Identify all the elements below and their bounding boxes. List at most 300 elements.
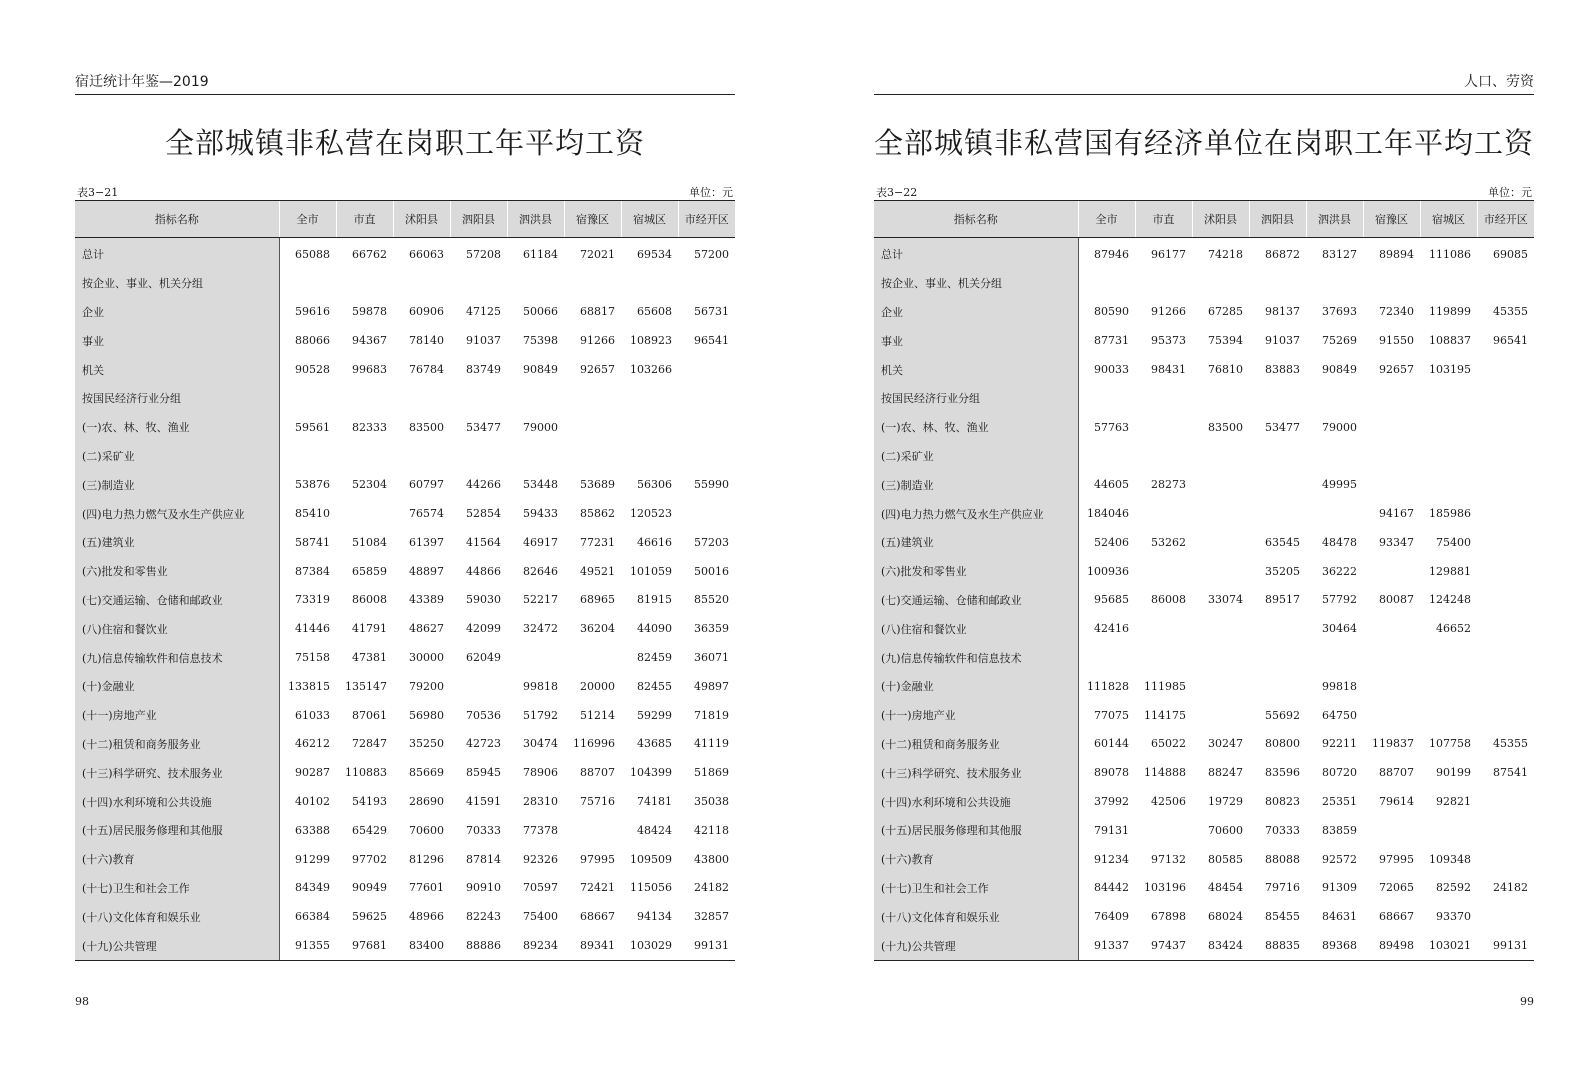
- column-header-region: 宿城区: [1420, 201, 1477, 238]
- table-row: [874, 902, 1534, 931]
- wage-value-cell: 66063: [409, 247, 444, 261]
- wage-value-cell: 57208: [466, 247, 501, 261]
- wage-value-cell: 67898: [1151, 910, 1186, 924]
- wage-value-cell: [1477, 672, 1534, 701]
- wage-value-cell: 62049: [466, 651, 501, 665]
- wage-value-cell: 68965: [580, 593, 615, 607]
- wage-value-cell: [1078, 384, 1135, 413]
- wage-value-cell: 99818: [523, 679, 558, 693]
- wage-value-cell: 85520: [694, 593, 729, 607]
- wage-value-cell: 104399: [630, 766, 672, 780]
- wage-value-cell: [564, 643, 621, 672]
- wage-value-cell: 83596: [1265, 766, 1300, 780]
- wage-value-cell: 55990: [694, 478, 729, 492]
- wage-value-cell: [1249, 384, 1306, 413]
- wage-value-cell: 88707: [580, 766, 615, 780]
- column-header-region: 沭阳县: [1192, 201, 1249, 238]
- wage-value-cell: 101059: [630, 564, 672, 578]
- wage-value-cell: 75158: [295, 651, 330, 665]
- wage-value-cell: 83859: [1322, 823, 1357, 837]
- table-row: [75, 845, 735, 874]
- column-header-region: 全市: [1078, 201, 1135, 238]
- wage-value-cell: [1192, 701, 1249, 730]
- wage-value-cell: 185986: [1429, 507, 1471, 521]
- wage-value-cell: 70333: [1265, 823, 1300, 837]
- wage-value-cell: 70333: [466, 823, 501, 837]
- table-row: [874, 586, 1534, 615]
- wage-value-cell: [279, 384, 336, 413]
- wage-value-cell: 100936: [1087, 564, 1129, 578]
- table-header-row: [874, 201, 1534, 238]
- row-label: 总计: [874, 238, 1078, 269]
- wage-value-cell: 46616: [637, 535, 672, 549]
- column-header-region: 宿豫区: [564, 201, 621, 238]
- left-page: [75, 0, 735, 1077]
- page-number: 99: [1520, 995, 1534, 1008]
- wage-value-cell: 32857: [694, 910, 729, 924]
- wage-value-cell: 85669: [409, 766, 444, 780]
- wage-value-cell: [1135, 499, 1192, 528]
- row-label: (五)建筑业: [75, 528, 279, 557]
- wage-value-cell: 83127: [1322, 247, 1357, 261]
- wage-value-cell: 66384: [295, 910, 330, 924]
- wage-value-cell: [1192, 643, 1249, 672]
- wage-value-cell: [1363, 384, 1420, 413]
- wage-value-cell: 63545: [1265, 535, 1300, 549]
- wage-value-cell: 75400: [523, 910, 558, 924]
- wage-value-cell: 96177: [1151, 247, 1186, 261]
- wage-value-cell: 50066: [523, 305, 558, 319]
- wage-value-cell: [1477, 442, 1534, 471]
- wage-value-cell: [1477, 269, 1534, 298]
- wage-value-cell: [1306, 442, 1363, 471]
- wage-value-cell: [1363, 672, 1420, 701]
- wage-value-cell: 87731: [1094, 334, 1129, 348]
- wage-value-cell: 36204: [580, 622, 615, 636]
- wage-value-cell: 79000: [1322, 420, 1357, 434]
- wage-value-cell: [393, 384, 450, 413]
- wage-value-cell: 91266: [1151, 305, 1186, 319]
- table-row: [874, 355, 1534, 384]
- wage-value-cell: 65088: [295, 247, 330, 261]
- table-row: [75, 643, 735, 672]
- wage-value-cell: 51869: [694, 766, 729, 780]
- wage-value-cell: 76810: [1208, 363, 1243, 377]
- wage-value-cell: [1192, 384, 1249, 413]
- wage-value-cell: 89498: [1363, 931, 1420, 960]
- wage-value-cell: [1420, 413, 1477, 442]
- wage-value-cell: 72065: [1379, 881, 1414, 895]
- wage-value-cell: 77601: [409, 881, 444, 895]
- column-header-region: 市经开区: [1477, 201, 1534, 238]
- column-header-region: 泗洪县: [1306, 201, 1363, 238]
- wage-value-cell: [1192, 672, 1249, 701]
- table-row: [874, 238, 1534, 269]
- wage-value-cell: 90849: [1322, 363, 1357, 377]
- wage-value-cell: 111086: [1429, 247, 1471, 261]
- wage-value-cell: 35038: [694, 795, 729, 809]
- wage-value-cell: 94367: [352, 334, 387, 348]
- row-label: (十三)科学研究、技术服务业: [75, 758, 279, 787]
- table-row: [75, 238, 735, 269]
- wage-value-cell: 89368: [1306, 931, 1363, 960]
- wage-value-cell: 90033: [1094, 363, 1129, 377]
- column-header-region: 市直: [1135, 201, 1192, 238]
- table-row: [75, 470, 735, 499]
- wage-value-cell: [1135, 269, 1192, 298]
- wage-value-cell: 119837: [1372, 737, 1414, 751]
- table-row: [874, 816, 1534, 845]
- wage-value-cell: [507, 442, 564, 471]
- row-label: (十六)教育: [874, 845, 1078, 874]
- wage-value-cell: 74218: [1208, 247, 1243, 261]
- wage-value-cell: 35250: [409, 737, 444, 751]
- wage-value-cell: 55692: [1265, 708, 1300, 722]
- wage-value-cell: 63388: [295, 823, 330, 837]
- wage-value-cell: [1249, 643, 1306, 672]
- wage-value-cell: [1192, 499, 1249, 528]
- wage-value-cell: 119899: [1429, 305, 1471, 319]
- wage-value-cell: 53262: [1151, 535, 1186, 549]
- row-label: (九)信息传输软件和信息技术: [75, 643, 279, 672]
- wage-value-cell: 90199: [1436, 766, 1471, 780]
- wage-value-cell: [393, 442, 450, 471]
- wage-value-cell: 124248: [1429, 593, 1471, 607]
- wage-value-cell: [450, 672, 507, 701]
- wage-value-cell: [507, 384, 564, 413]
- wage-value-cell: 67285: [1208, 305, 1243, 319]
- wage-value-cell: [1477, 413, 1534, 442]
- wage-value-cell: 65859: [352, 564, 387, 578]
- table-row: [874, 269, 1534, 298]
- wage-value-cell: 30247: [1208, 737, 1243, 751]
- wage-value-cell: 59030: [466, 593, 501, 607]
- wage-value-cell: 61397: [409, 535, 444, 549]
- column-header-region: 泗阳县: [450, 201, 507, 238]
- wage-value-cell: 91299: [295, 852, 330, 866]
- wage-value-cell: 60797: [409, 478, 444, 492]
- wage-value-cell: 65608: [637, 305, 672, 319]
- wage-value-cell: 86872: [1265, 247, 1300, 261]
- wage-value-cell: 80800: [1265, 737, 1300, 751]
- wage-value-cell: 75394: [1208, 334, 1243, 348]
- wage-value-cell: [1477, 355, 1534, 384]
- wage-value-cell: 36359: [694, 622, 729, 636]
- wage-value-cell: [1363, 643, 1420, 672]
- wage-value-cell: [1477, 528, 1534, 557]
- wage-value-cell: 36071: [694, 651, 729, 665]
- wage-value-cell: 74181: [637, 795, 672, 809]
- wage-value-cell: 53876: [295, 478, 330, 492]
- table-row: [75, 413, 735, 442]
- wage-value-cell: 108923: [630, 334, 672, 348]
- wage-value-cell: 89234: [507, 931, 564, 960]
- wage-value-cell: 84631: [1322, 910, 1357, 924]
- wage-value-cell: 87541: [1493, 766, 1528, 780]
- wage-value-cell: 56980: [409, 708, 444, 722]
- wage-value-cell: [1363, 470, 1420, 499]
- wage-value-cell: 48478: [1322, 535, 1357, 549]
- wage-value-cell: [1135, 643, 1192, 672]
- wage-value-cell: 94167: [1379, 507, 1414, 521]
- wage-value-cell: [1192, 557, 1249, 586]
- wage-value-cell: 83424: [1192, 931, 1249, 960]
- wage-value-cell: 47125: [466, 305, 501, 319]
- wage-value-cell: 76574: [409, 507, 444, 521]
- wage-value-cell: 44866: [466, 564, 501, 578]
- wage-value-cell: [1249, 470, 1306, 499]
- wage-value-cell: [678, 499, 735, 528]
- wage-value-cell: [1249, 614, 1306, 643]
- wage-value-cell: 51214: [580, 708, 615, 722]
- table-header-row: [75, 201, 735, 238]
- wage-value-cell: 41564: [466, 535, 501, 549]
- wage-value-cell: [564, 413, 621, 442]
- wage-value-cell: [1420, 384, 1477, 413]
- wage-value-cell: 49995: [1322, 478, 1357, 492]
- row-label: (十八)文化体育和娱乐业: [874, 902, 1078, 931]
- row-label: 事业: [874, 326, 1078, 355]
- wage-value-cell: 49897: [694, 679, 729, 693]
- row-label: (十九)公共管理: [75, 931, 279, 960]
- wage-value-cell: [1249, 672, 1306, 701]
- wage-value-cell: 25351: [1322, 795, 1357, 809]
- table-row: [874, 701, 1534, 730]
- wage-value-cell: 36222: [1322, 564, 1357, 578]
- wage-value-cell: 46652: [1436, 622, 1471, 636]
- wage-value-cell: 78140: [409, 334, 444, 348]
- wage-value-cell: 88835: [1249, 931, 1306, 960]
- wage-value-cell: [678, 355, 735, 384]
- wage-value-cell: [1135, 413, 1192, 442]
- wage-value-cell: [1477, 557, 1534, 586]
- row-label: (十三)科学研究、技术服务业: [874, 758, 1078, 787]
- wage-value-cell: [1135, 384, 1192, 413]
- wage-value-cell: 80590: [1094, 305, 1129, 319]
- wage-value-cell: 90910: [466, 881, 501, 895]
- wage-value-cell: 91337: [1078, 931, 1135, 960]
- wage-value-cell: 52406: [1094, 535, 1129, 549]
- wage-value-cell: 83883: [1265, 363, 1300, 377]
- column-header-region: 全市: [279, 201, 336, 238]
- wage-value-cell: [336, 499, 393, 528]
- row-label: 企业: [874, 298, 1078, 327]
- table-row: [75, 902, 735, 931]
- wage-value-cell: [1249, 499, 1306, 528]
- wage-value-cell: 89894: [1379, 247, 1414, 261]
- wage-value-cell: 99131: [678, 931, 735, 960]
- wage-value-cell: [336, 384, 393, 413]
- row-label: (十一)房地产业: [75, 701, 279, 730]
- wage-value-cell: 107758: [1429, 737, 1471, 751]
- wage-value-cell: 47381: [352, 651, 387, 665]
- wage-value-cell: 88886: [450, 931, 507, 960]
- wage-value-cell: 46917: [523, 535, 558, 549]
- row-label: (十二)租赁和商务服务业: [75, 730, 279, 759]
- wage-value-cell: 46212: [295, 737, 330, 751]
- wage-value-cell: 99818: [1322, 679, 1357, 693]
- wage-value-cell: [450, 442, 507, 471]
- wage-value-cell: [678, 269, 735, 298]
- wage-value-cell: 28273: [1151, 478, 1186, 492]
- wage-value-cell: 43685: [637, 737, 672, 751]
- wage-value-cell: 42416: [1094, 622, 1129, 636]
- row-label: 机关: [75, 355, 279, 384]
- wage-value-cell: 70597: [523, 881, 558, 895]
- wage-value-cell: 72340: [1379, 305, 1414, 319]
- row-label: (十七)卫生和社会工作: [75, 874, 279, 903]
- wage-value-cell: 68817: [580, 305, 615, 319]
- wage-value-cell: 97681: [336, 931, 393, 960]
- wage-value-cell: [1192, 614, 1249, 643]
- wage-value-cell: 109348: [1429, 852, 1471, 866]
- wage-value-cell: 48454: [1208, 881, 1243, 895]
- wage-value-cell: 91266: [580, 334, 615, 348]
- wage-value-cell: 84442: [1094, 881, 1129, 895]
- wage-value-cell: 49521: [580, 564, 615, 578]
- wage-value-cell: 80720: [1322, 766, 1357, 780]
- row-label: (十五)居民服务修理和其他服: [75, 816, 279, 845]
- row-label: (十九)公共管理: [874, 931, 1078, 960]
- row-label: (十四)水利环境和公共设施: [75, 787, 279, 816]
- wage-value-cell: 92657: [1379, 363, 1414, 377]
- wage-table: [75, 200, 735, 961]
- wage-value-cell: [1420, 643, 1477, 672]
- wage-value-cell: [1477, 470, 1534, 499]
- wage-value-cell: 111985: [1144, 679, 1186, 693]
- column-header-region: 市直: [336, 201, 393, 238]
- wage-value-cell: [1477, 816, 1534, 845]
- wage-value-cell: 42506: [1151, 795, 1186, 809]
- row-label: 机关: [874, 355, 1078, 384]
- wage-value-cell: [1135, 816, 1192, 845]
- wage-value-cell: [1192, 470, 1249, 499]
- wage-value-cell: 114175: [1144, 708, 1186, 722]
- wage-value-cell: [621, 442, 678, 471]
- column-header-region: 泗阳县: [1249, 201, 1306, 238]
- wage-value-cell: 68024: [1208, 910, 1243, 924]
- wage-value-cell: 98137: [1265, 305, 1300, 319]
- wage-value-cell: 41591: [466, 795, 501, 809]
- wage-value-cell: 51792: [523, 708, 558, 722]
- wage-value-cell: 52304: [352, 478, 387, 492]
- wage-value-cell: 60144: [1094, 737, 1129, 751]
- table-row: [874, 298, 1534, 327]
- table-row: [75, 384, 735, 413]
- wage-value-cell: [1192, 269, 1249, 298]
- wage-value-cell: 61184: [523, 247, 558, 261]
- wage-value-cell: 30474: [523, 737, 558, 751]
- wage-value-cell: 99131: [1477, 931, 1534, 960]
- wage-value-cell: [336, 442, 393, 471]
- wage-value-cell: 93347: [1379, 535, 1414, 549]
- row-label: (十二)租赁和商务服务业: [874, 730, 1078, 759]
- wage-value-cell: 37693: [1322, 305, 1357, 319]
- wage-value-cell: 42099: [466, 622, 501, 636]
- wage-value-cell: 68667: [1379, 910, 1414, 924]
- table-row: [874, 845, 1534, 874]
- wage-value-cell: [1363, 442, 1420, 471]
- wage-value-cell: 83500: [409, 420, 444, 434]
- row-label: 企业: [75, 298, 279, 327]
- table-row: [75, 874, 735, 903]
- wage-value-cell: 92572: [1322, 852, 1357, 866]
- wage-value-cell: 42723: [466, 737, 501, 751]
- column-header-region: 沭阳县: [393, 201, 450, 238]
- wage-value-cell: 32472: [523, 622, 558, 636]
- wage-value-cell: 96541: [1493, 334, 1528, 348]
- wage-value-cell: 103266: [630, 363, 672, 377]
- wage-value-cell: 44605: [1094, 478, 1129, 492]
- wage-value-cell: 110883: [345, 766, 387, 780]
- wage-value-cell: [1135, 557, 1192, 586]
- wage-value-cell: 75716: [580, 795, 615, 809]
- wage-value-cell: 103195: [1429, 363, 1471, 377]
- wage-value-cell: 82333: [352, 420, 387, 434]
- row-label: (六)批发和零售业: [874, 557, 1078, 586]
- wage-value-cell: 60906: [409, 305, 444, 319]
- wage-value-cell: 59625: [352, 910, 387, 924]
- wage-value-cell: [507, 269, 564, 298]
- wage-value-cell: 91550: [1379, 334, 1414, 348]
- wage-value-cell: 82592: [1436, 881, 1471, 895]
- wage-value-cell: 52854: [466, 507, 501, 521]
- wage-value-cell: [1249, 442, 1306, 471]
- wage-value-cell: 83749: [466, 363, 501, 377]
- wage-value-cell: 59433: [523, 507, 558, 521]
- wage-value-cell: 108837: [1429, 334, 1471, 348]
- wage-value-cell: [621, 269, 678, 298]
- wage-value-cell: 20000: [580, 679, 615, 693]
- row-label: (三)制造业: [75, 470, 279, 499]
- unit-label: 单位：元: [1488, 186, 1532, 199]
- column-header-indicator: 指标名称: [874, 201, 1078, 238]
- wage-value-cell: 114888: [1144, 766, 1186, 780]
- wage-value-cell: 83500: [1208, 420, 1243, 434]
- wage-value-cell: 68667: [580, 910, 615, 924]
- wage-value-cell: [1306, 269, 1363, 298]
- running-head: [75, 74, 735, 95]
- table-row: [75, 931, 735, 960]
- table-row: [874, 499, 1534, 528]
- wage-value-cell: 87946: [1094, 247, 1129, 261]
- wage-value-cell: 44090: [637, 622, 672, 636]
- wage-value-cell: 41791: [352, 622, 387, 636]
- wage-value-cell: 94134: [637, 910, 672, 924]
- wage-value-cell: 82243: [466, 910, 501, 924]
- table-row: [75, 355, 735, 384]
- wage-value-cell: 83400: [393, 931, 450, 960]
- wage-value-cell: 24182: [694, 881, 729, 895]
- wage-value-cell: 93370: [1436, 910, 1471, 924]
- wage-value-cell: 53689: [580, 478, 615, 492]
- table-row: [75, 672, 735, 701]
- running-head-text: 宿迁统计年鉴—2019: [75, 74, 209, 90]
- wage-value-cell: 92657: [580, 363, 615, 377]
- wage-value-cell: 77075: [1094, 708, 1129, 722]
- wage-table: [874, 200, 1534, 961]
- table-row: [75, 326, 735, 355]
- wage-value-cell: 85410: [295, 507, 330, 521]
- row-label: (十八)文化体育和娱乐业: [75, 902, 279, 931]
- wage-value-cell: 28310: [523, 795, 558, 809]
- table-number: 表3−22: [876, 186, 918, 199]
- wage-value-cell: 41119: [694, 737, 729, 751]
- table-row: [874, 672, 1534, 701]
- wage-value-cell: 82646: [523, 564, 558, 578]
- wage-value-cell: [1477, 902, 1534, 931]
- wage-value-cell: [1363, 557, 1420, 586]
